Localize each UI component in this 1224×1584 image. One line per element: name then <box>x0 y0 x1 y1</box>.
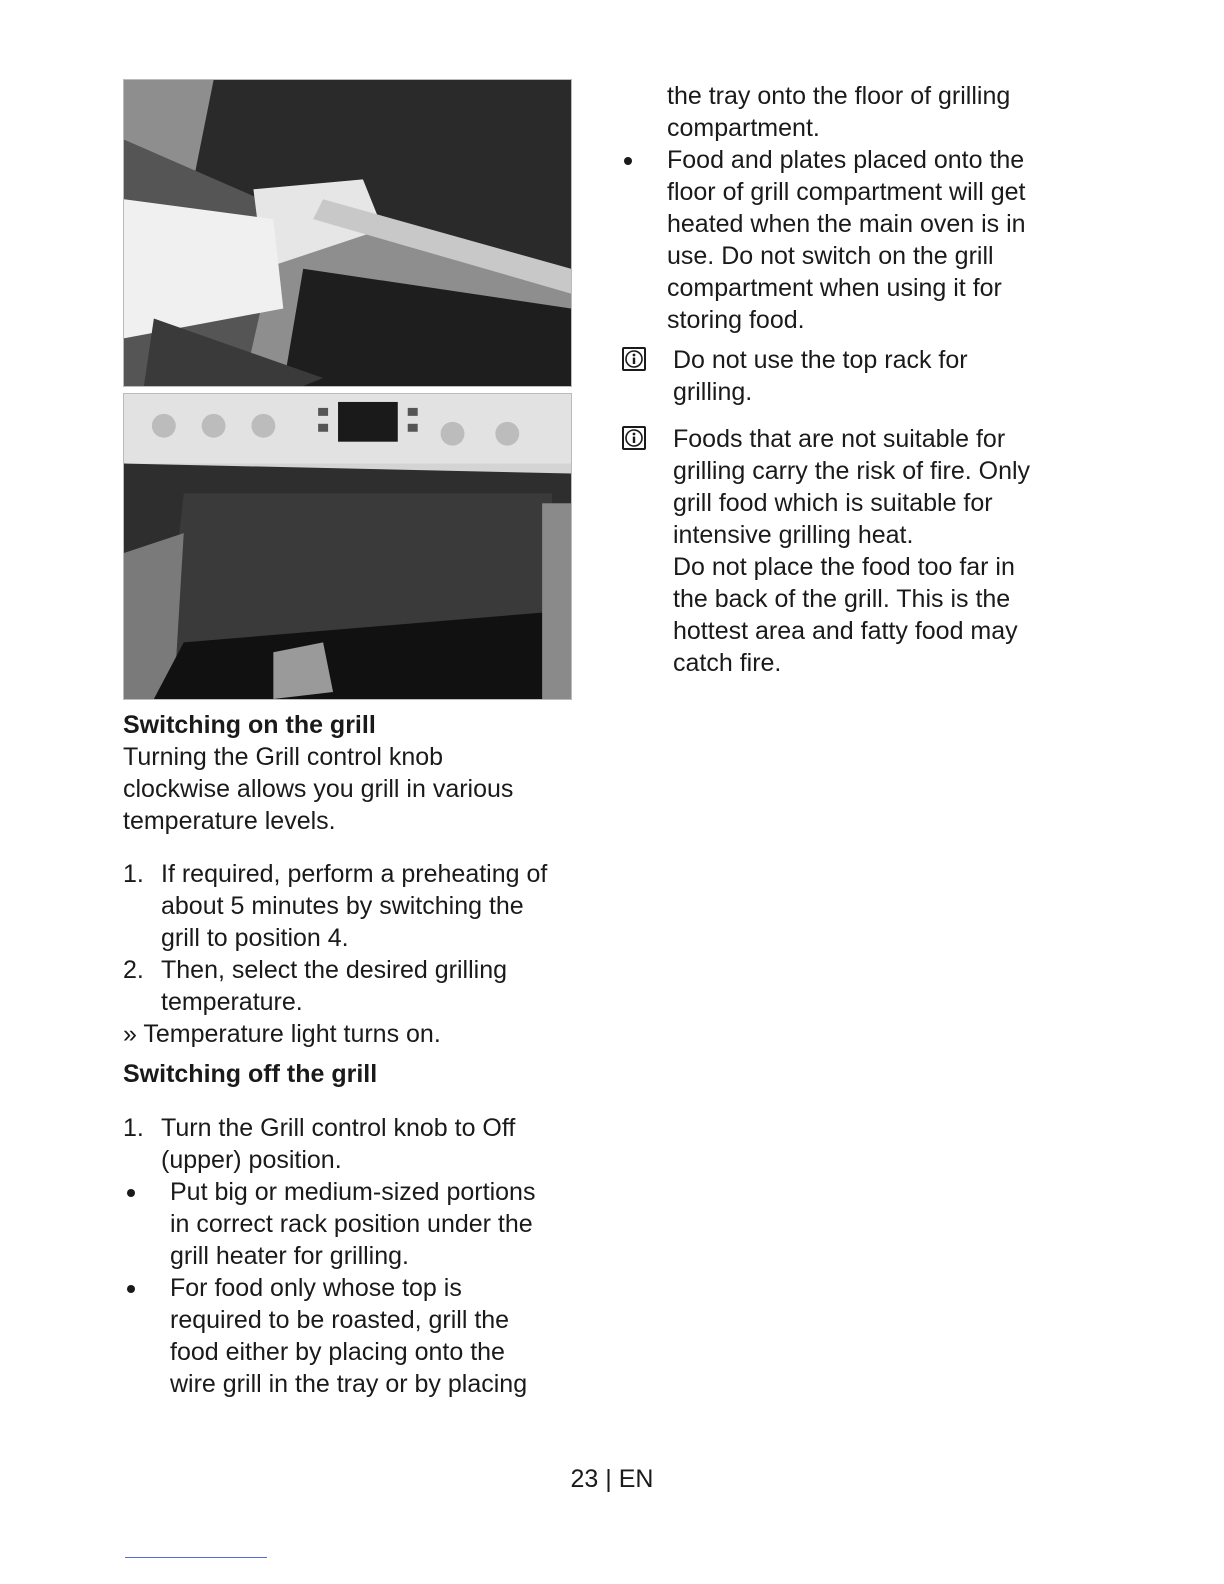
right-column <box>620 80 1090 679</box>
info-icon <box>622 347 646 371</box>
step-line: grill to position 4. <box>161 924 349 952</box>
oven-front-photo <box>123 393 572 700</box>
left-column <box>123 709 593 1400</box>
intro-line: Turning the Grill control knob <box>123 743 444 771</box>
step-number: 1. <box>123 860 144 888</box>
switching-on-heading: Switching on the grill <box>123 711 376 739</box>
step-line: (upper) position. <box>161 1146 342 1174</box>
oven-front-photo-graphic <box>124 394 571 699</box>
switching-off-heading: Switching off the grill <box>123 1060 378 1088</box>
bullet-dot-icon <box>127 1189 135 1197</box>
page-number: 23 | EN <box>570 1465 654 1493</box>
note-line: grill food which is suitable for <box>673 489 993 517</box>
tip-item <box>123 1272 593 1400</box>
intro-line: clockwise allows you grill in various <box>123 775 514 803</box>
note-line: Foods that are not suitable for <box>673 425 1006 453</box>
continued-line: the tray onto the floor of grilling <box>667 82 1011 110</box>
step-line: If required, perform a preheating of <box>161 860 548 888</box>
note-line: grilling. <box>673 378 753 406</box>
note-line: catch fire. <box>673 649 782 677</box>
step-item <box>123 858 593 954</box>
grilling-tips-list <box>123 1176 593 1400</box>
bullet-dot-icon <box>624 157 632 165</box>
note-line: Do not use the top rack for <box>673 346 968 374</box>
tip-line: food either by placing onto the <box>170 1338 505 1366</box>
tip-line: storing food. <box>667 306 805 334</box>
info-icon <box>622 426 646 450</box>
tip-line: wire grill in the tray or by placing <box>170 1370 528 1398</box>
step-line: temperature. <box>161 988 303 1016</box>
tip-line: For food only whose top is <box>170 1274 462 1302</box>
tip-item <box>123 1176 593 1272</box>
grill-tray-photo-graphic <box>124 80 571 386</box>
continued-text <box>620 80 1090 144</box>
step-number: 2. <box>123 956 144 984</box>
switching-on-steps <box>123 858 593 1018</box>
footer-rule <box>125 1557 267 1558</box>
switching-off-steps <box>123 1112 593 1176</box>
tip-line: Put big or medium-sized portions <box>170 1178 536 1206</box>
tip-line: required to be roasted, grill the <box>170 1306 510 1334</box>
tip-line: compartment when using it for <box>667 274 1002 302</box>
note-line: hottest area and fatty food may <box>673 617 1018 645</box>
tip-line: Food and plates placed onto the <box>667 146 1025 174</box>
intro-line: temperature levels. <box>123 807 336 835</box>
step-item <box>123 954 593 1018</box>
step-line: Turn the Grill control knob to Off <box>161 1114 516 1142</box>
tip-line: use. Do not switch on the grill <box>667 242 994 270</box>
step-number: 1. <box>123 1114 144 1142</box>
info-note-top-rack <box>620 344 1090 408</box>
step-line: Then, select the desired grilling <box>161 956 508 984</box>
info-icon-glyph <box>624 428 644 448</box>
tip-line: in correct rack position under the <box>170 1210 533 1238</box>
note-line: Do not place the food too far in <box>673 553 1015 581</box>
step-line: about 5 minutes by switching the <box>161 892 524 920</box>
tip-line: heated when the main oven is in <box>667 210 1026 238</box>
tip-line: floor of grill compartment will get <box>667 178 1026 206</box>
note-line: intensive grilling heat. <box>673 521 914 549</box>
tip-line: grill heater for grilling. <box>170 1242 409 1270</box>
info-icon-glyph <box>624 349 644 369</box>
note-line: grilling carry the risk of fire. Only <box>673 457 1031 485</box>
switching-on-intro <box>123 741 593 837</box>
info-note-fire-risk <box>620 423 1090 679</box>
step-item <box>123 1112 593 1176</box>
bullet-dot-icon <box>127 1285 135 1293</box>
grill-tray-photo <box>123 79 572 387</box>
tip-item <box>620 144 1090 336</box>
note-line: the back of the grill. This is the <box>673 585 1011 613</box>
step-result: » Temperature light turns on. <box>123 1020 441 1048</box>
continued-line: compartment. <box>667 114 820 142</box>
right-bullet-list <box>620 144 1090 336</box>
